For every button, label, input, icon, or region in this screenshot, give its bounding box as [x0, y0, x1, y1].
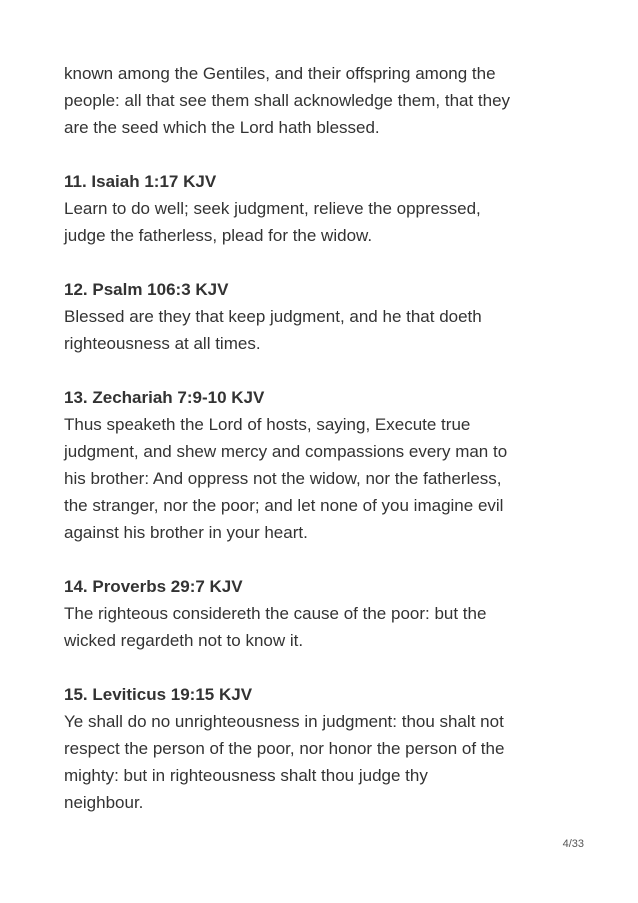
- verse-block: [64, 168, 584, 249]
- verse-reference: 15. Leviticus 19:15 KJV: [64, 685, 253, 704]
- verse-line: mighty: but in righteousness shalt thou judge thy: [64, 766, 428, 785]
- intro-paragraph: [64, 60, 584, 141]
- verse-text: [64, 708, 584, 816]
- page-number: 4/33: [562, 838, 584, 850]
- verse-reference: 12. Psalm 106:3 KJV: [64, 280, 229, 299]
- verse-line: judgment, and shew mercy and compassions every man to: [64, 442, 508, 461]
- verse-line: The righteous considereth the cause of the poor: but the: [64, 604, 487, 623]
- verse-line: Blessed are they that keep judgment, and he that doeth: [64, 307, 482, 326]
- verse-line: respect the person of the poor, nor honor the person of the: [64, 739, 505, 758]
- verse-text: [64, 195, 584, 249]
- verse-line: the stranger, nor the poor; and let none of you imagine evil: [64, 496, 504, 515]
- verse-reference: 13. Zechariah 7:9-10 KJV: [64, 388, 265, 407]
- verse-line: Thus speaketh the Lord of hosts, saying, Execute true: [64, 415, 471, 434]
- verse-line: righteousness at all times.: [64, 334, 261, 353]
- verse-reference: 11. Isaiah 1:17 KJV: [64, 172, 217, 191]
- verse-block: [64, 573, 584, 654]
- verse-text: [64, 411, 584, 546]
- verse-line: Ye shall do no unrighteousness in judgment: thou shalt not: [64, 712, 504, 731]
- verse-block: [64, 384, 584, 546]
- intro-line: known among the Gentiles, and their offspring among the: [64, 64, 496, 83]
- verse-line: judge the fatherless, plead for the widow.: [64, 226, 373, 245]
- verse-line: wicked regardeth not to know it.: [64, 631, 304, 650]
- verse-reference: 14. Proverbs 29:7 KJV: [64, 577, 243, 596]
- verse-line: Learn to do well; seek judgment, relieve the oppressed,: [64, 199, 481, 218]
- verse-text: [64, 600, 584, 654]
- intro-line: are the seed which the Lord hath blessed.: [64, 118, 380, 137]
- verse-block: [64, 276, 584, 357]
- verse-block: [64, 681, 584, 816]
- verse-line: neighbour.: [64, 793, 144, 812]
- verse-line: against his brother in your heart.: [64, 523, 308, 542]
- verse-line: his brother: And oppress not the widow, nor the fatherless,: [64, 469, 502, 488]
- intro-line: people: all that see them shall acknowledge them, that they: [64, 91, 511, 110]
- verse-text: [64, 303, 584, 357]
- document-page: [64, 60, 584, 843]
